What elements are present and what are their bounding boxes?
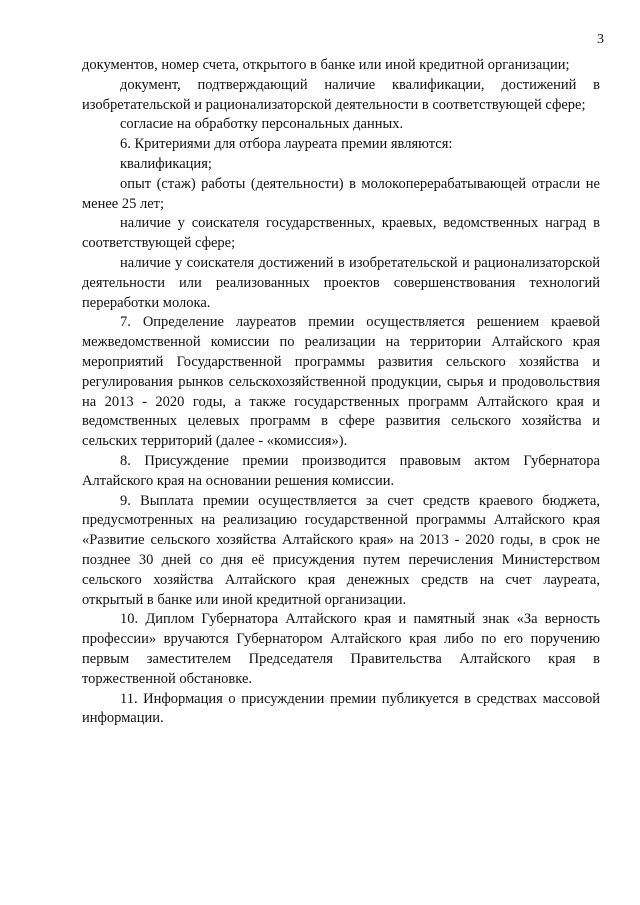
paragraph-item-7: 7. Определение лауреатов премии осуществляется решением краевой межведомственной комиссии по реализации на территории Алтайского края мероприятий Государственной программы развития сельского хозяйства и регулирования рынков сельскохозяйственной продукции, сырья и продовольствия на 2013 - 2020 годы, а также государственных программ Алтайского края и ведомственных целевых программ в сфере развития сельского хозяйства и сельских территорий (далее - «комиссия»).	[82, 314, 600, 450]
paragraph-item-11: 11. Информация о присуждении премии публикуется в средствах массовой информации.	[82, 690, 600, 727]
document-body	[82, 56, 600, 729]
paragraph-criterion-awards: наличие у соискателя государственных, краевых, ведомственных наград в соответствующей сфере;	[82, 215, 600, 252]
page-number: 3	[597, 32, 604, 47]
paragraph-item-9: 9. Выплата премии осуществляется за счет средств краевого бюджета, предусмотренных на реализацию государственной программы Алтайского края «Развитие сельского хозяйства Алтайского края» на 2013 - 2020 годы, в срок не позднее 30 дней со дня её присуждения путем перечисления Министерством сельского хозяйства Алтайского края денежных средств на счет лауреата, открытый в банке или иной кредитной организации.	[82, 492, 600, 608]
paragraph-criterion-achievements: наличие у соискателя достижений в изобретательской и рационализаторской деятельности или реализованных проектов совершенствования технологий переработки молока.	[82, 254, 600, 311]
paragraph-item-8: 8. Присуждение премии производится правовым актом Губернатора Алтайского края на основании решения комиссии.	[82, 452, 600, 489]
paragraph-criterion-experience: опыт (стаж) работы (деятельности) в молокоперерабатывающей отрасли не менее 25 лет;	[82, 175, 600, 212]
paragraph-criteria-heading: 6. Критериями для отбора лауреата премии являются:	[120, 136, 453, 153]
paragraph-personal-data-consent: согласие на обработку персональных данных.	[120, 116, 404, 133]
paragraph-qualification-document: документ, подтверждающий наличие квалификации, достижений в изобретательской и рационализаторской деятельности в соответствующей сфере;	[82, 76, 600, 113]
paragraph-item-10: 10. Диплом Губернатора Алтайского края и памятный знак «За верность профессии» вручаются Губернатором Алтайского края либо по его поручению первым заместителем Председателя Правительства Алтайского края в торжественной обстановке.	[82, 611, 600, 687]
paragraph-documents-continuation: документов, номер счета, открытого в банке или иной кредитной организации;	[82, 57, 570, 73]
paragraph-criterion-qualification: квалификация;	[120, 155, 212, 172]
